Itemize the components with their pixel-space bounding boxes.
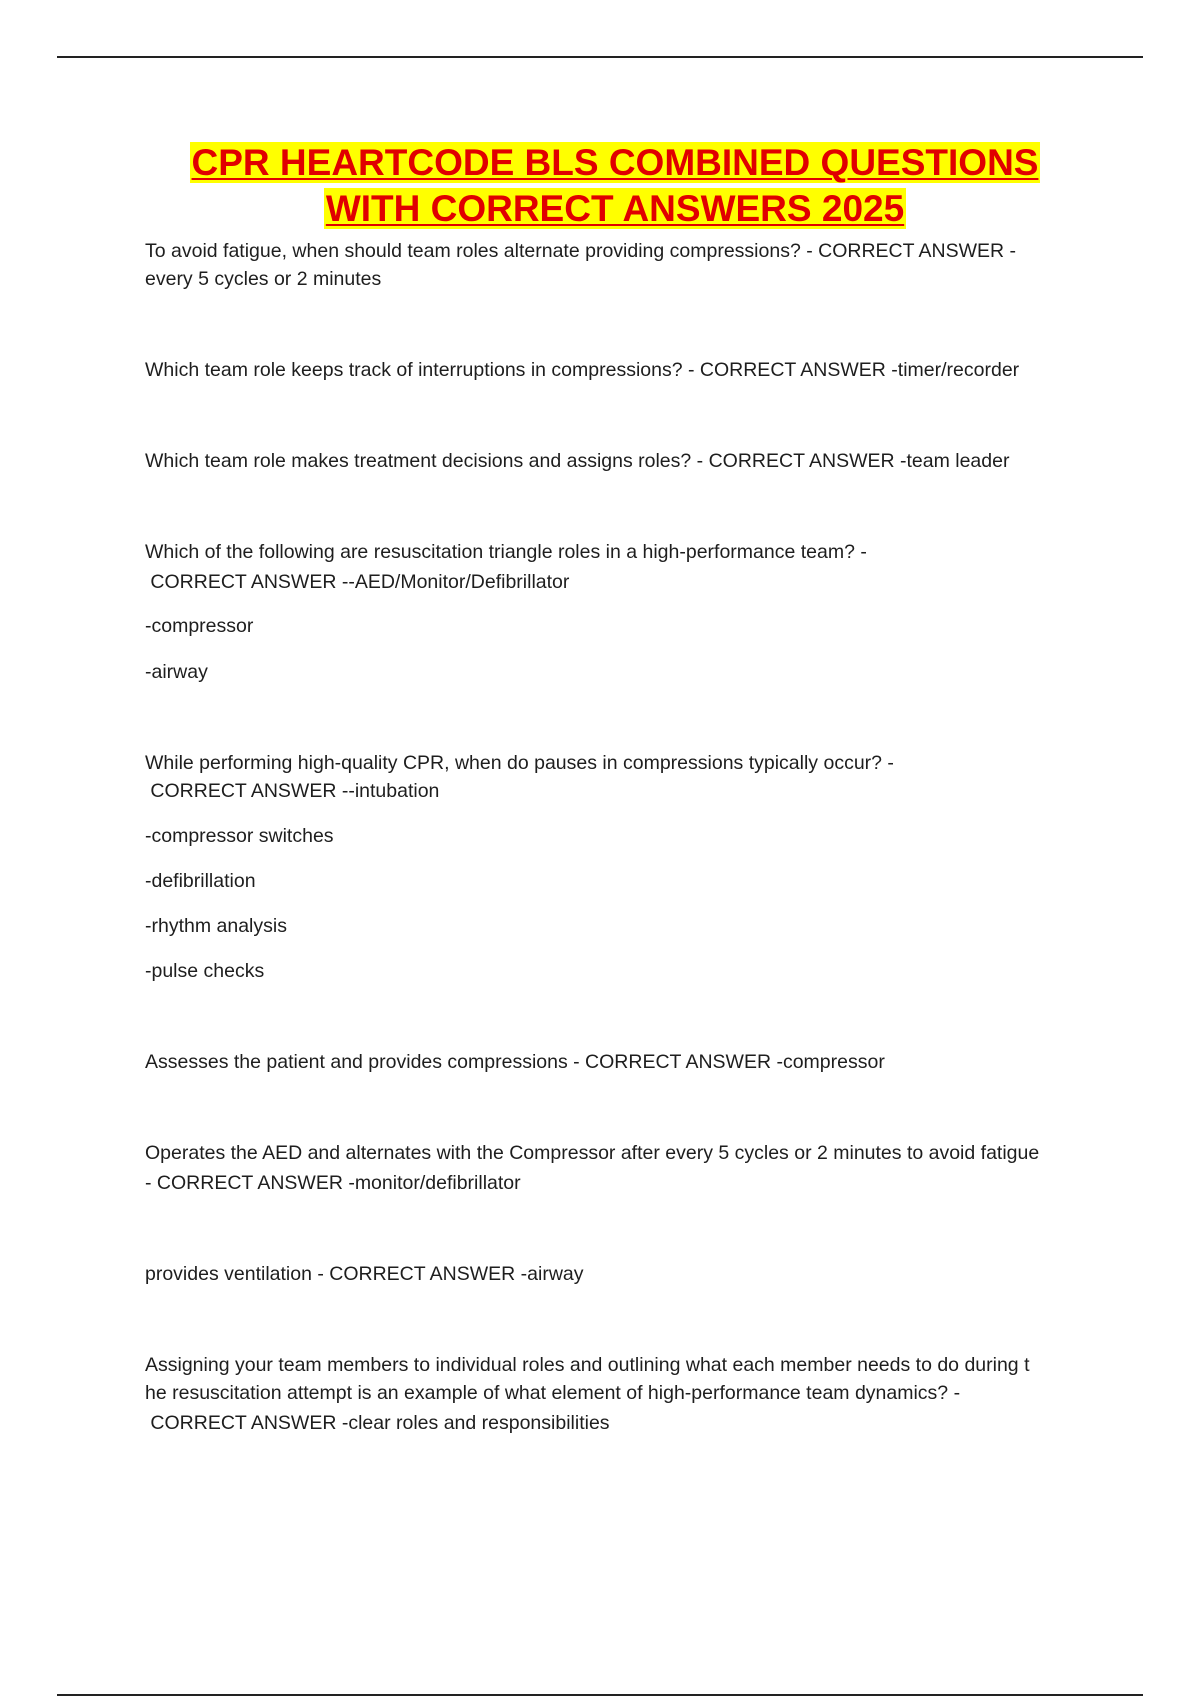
title-line-1: CPR HEARTCODE BLS COMBINED QUESTIONS <box>191 142 1039 183</box>
qa-line: Which team role makes treatment decisions and assigns roles? - CORRECT ANSWER -team leader <box>145 450 1010 472</box>
qa-item <box>145 237 1090 293</box>
qa-item <box>145 1048 1090 1076</box>
qa-line: While performing high-quality CPR, when do pauses in compressions typically occur? - <box>145 752 894 774</box>
qa-line: CORRECT ANSWER --intubation <box>145 780 440 802</box>
bottom-rule <box>57 1694 1143 1696</box>
qa-line: Which of the following are resuscitation triangle roles in a high-performance team? - <box>145 541 867 563</box>
qa-line: Which team role keeps track of interruptions in compressions? - CORRECT ANSWER -timer/recorder <box>145 359 1020 381</box>
qa-line: provides ventilation - CORRECT ANSWER -airway <box>145 1263 584 1285</box>
qa-extra-line: -pulse checks <box>145 960 265 982</box>
qa-item <box>145 1139 1090 1197</box>
top-rule <box>57 56 1143 58</box>
qa-item <box>145 1351 1090 1437</box>
qa-extra-line: -compressor <box>145 615 254 637</box>
qa-line: CORRECT ANSWER --AED/Monitor/Defibrillator <box>145 571 570 593</box>
qa-line: Operates the AED and alternates with the Compressor after every 5 cycles or 2 minutes to avoid fatigue <box>145 1142 1040 1164</box>
qa-line: - CORRECT ANSWER -monitor/defibrillator <box>145 1172 521 1194</box>
qa-item <box>145 447 1090 475</box>
qa-line: To avoid fatigue, when should team roles alternate providing compressions? - CORRECT ANSWER - <box>145 240 1017 262</box>
qa-extra-line: -airway <box>145 661 208 683</box>
qa-extra-line: -rhythm analysis <box>145 915 287 937</box>
qa-list <box>145 237 1090 1437</box>
qa-line: he resuscitation attempt is an example of what element of high-performance team dynamics? - <box>145 1382 961 1404</box>
qa-item <box>145 749 1090 985</box>
qa-item <box>145 356 1090 384</box>
qa-line: Assesses the patient and provides compressions - CORRECT ANSWER -compressor <box>145 1051 885 1073</box>
qa-line: every 5 cycles or 2 minutes <box>145 268 382 290</box>
qa-extra-line: -defibrillation <box>145 870 256 892</box>
title-line-2: WITH CORRECT ANSWERS 2025 <box>325 188 905 229</box>
qa-line: Assigning your team members to individual roles and outlining what each member needs to do during t <box>145 1354 1030 1376</box>
document-title <box>110 140 1120 232</box>
qa-extra-line: -compressor switches <box>145 825 334 847</box>
qa-line: CORRECT ANSWER -clear roles and responsibilities <box>145 1412 610 1434</box>
qa-item <box>145 1260 1090 1288</box>
qa-item <box>145 538 1090 686</box>
